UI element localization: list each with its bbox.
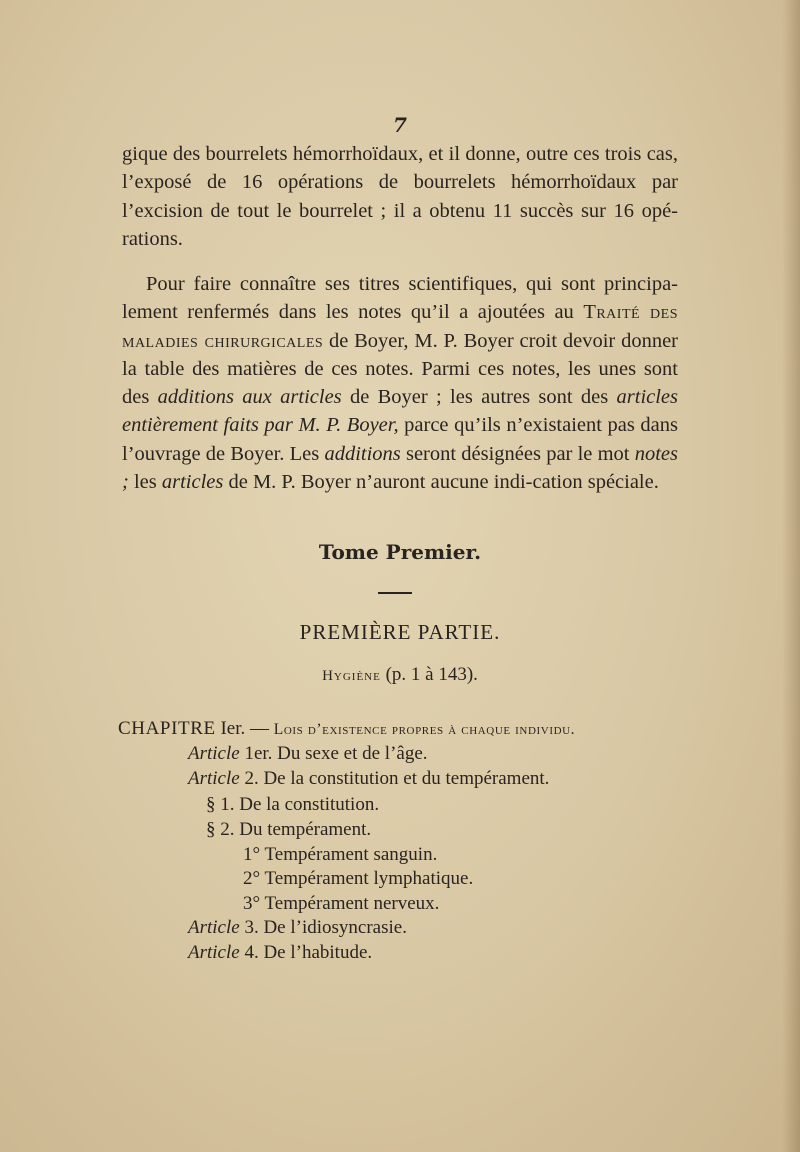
part-subtitle-label: Hygiène (322, 668, 381, 684)
paragraph-2-part-a: Pour faire connaître ses titres scientifiques, qui sont principa-lement renfermés dans les notes qu’il a ajoutées au (122, 273, 678, 324)
toc-chapter-title: Lois d’existence propres à chaque individu. (273, 721, 576, 738)
italic-notes: notes ; (122, 442, 678, 494)
toc-entry (188, 942, 372, 964)
toc-entry-title: Tempérament lymphatique. (264, 868, 474, 889)
toc-entry (243, 893, 439, 915)
italic-additions: additions (324, 442, 401, 465)
tome-title: Tome Premier. (318, 540, 482, 564)
toc-entry-number: 1° (243, 844, 261, 865)
toc-entry-title: De l’habitude. (263, 942, 373, 963)
page-edge-shadow (782, 0, 800, 1152)
paragraph-2 (122, 270, 678, 496)
toc-entry-title: Du sexe et de l’âge. (277, 743, 428, 764)
toc-entry-title: Tempérament sanguin. (264, 844, 438, 865)
toc-chapter-number: Ier. (220, 718, 246, 739)
toc-entry-number: 2° (243, 868, 261, 889)
paragraph-2-part-c: de Boyer ; les autres sont des (341, 386, 617, 409)
toc-chapter-heading (118, 718, 575, 740)
toc-entry-label: Article (188, 768, 240, 789)
toc-entry-title: De la constitution et du tempérament. (263, 768, 550, 789)
toc-entry-number: 1. (220, 794, 235, 815)
toc-entry-label: § (206, 794, 216, 815)
paragraph-1-text: gique des bourrelets hémorrhoïdaux, et il donne, outre ces trois cas, l’exposé de 16 opérations de bourrelets hémorrhoïdaux par l’excision de tout le bourrelet ; il a obtenu 11 succès sur 16 opé-rations. (122, 143, 678, 250)
toc-chapter-dash: — (245, 718, 274, 739)
section-divider (378, 592, 412, 594)
toc-entry-label: Article (188, 917, 240, 938)
toc-entry-title: Du tempérament. (239, 819, 372, 840)
toc-entry-number: 3. (244, 917, 259, 938)
paragraph-2-part-f: les (128, 471, 162, 494)
toc-entry (188, 917, 407, 939)
toc-entry (188, 768, 549, 790)
paragraph-1 (122, 140, 678, 253)
page-number: 7 (393, 113, 407, 137)
treatise-title: Traité des maladies chirurgicales (122, 301, 679, 352)
toc-entry-number: 2. (220, 819, 235, 840)
paragraph-2-part-d: parce qu’ils n’existaient pas dans l’ouvrage de Boyer. Les (122, 414, 678, 465)
toc-entry-title: Tempérament nerveux. (264, 893, 440, 914)
toc-entry-title: De la constitution. (239, 794, 380, 815)
part-subtitle (0, 664, 800, 686)
toc-entry (243, 868, 473, 890)
part-subtitle-pages: (p. 1 à 143). (385, 664, 478, 685)
paragraph-2-part-e: seront désignées par le mot (400, 442, 635, 465)
toc-entry (206, 794, 379, 816)
toc-entry-label: Article (188, 942, 240, 963)
paragraph-2-part-b: de Boyer, M. P. Boyer croit devoir donner la table des matières de ces notes. Parmi ces notes, les unes sont des (122, 329, 678, 409)
toc-entry (243, 844, 437, 866)
toc-entry-label: § (206, 819, 216, 840)
toc-entry-number: 1er. (244, 743, 273, 764)
italic-additions-aux-articles: additions aux articles (157, 386, 342, 409)
italic-articles: articles (161, 471, 224, 494)
toc-entry-number: 4. (244, 942, 259, 963)
toc-chapter-prefix: CHAPITRE (118, 718, 216, 739)
toc-entry-number: 2. (244, 768, 259, 789)
toc-entry (206, 819, 371, 841)
italic-articles-entierement: articles entièrement faits par M. P. Boyer, (122, 386, 679, 437)
toc-entry (188, 743, 428, 765)
paragraph-2-part-g: de M. P. Boyer n’auront aucune indi-cation spéciale. (223, 471, 659, 494)
toc-entry-number: 3° (243, 893, 261, 914)
toc-entry-title: De l’idiosyncrasie. (263, 917, 407, 938)
toc-entry-label: Article (188, 743, 240, 764)
part-title: PREMIÈRE PARTIE. (299, 620, 501, 644)
